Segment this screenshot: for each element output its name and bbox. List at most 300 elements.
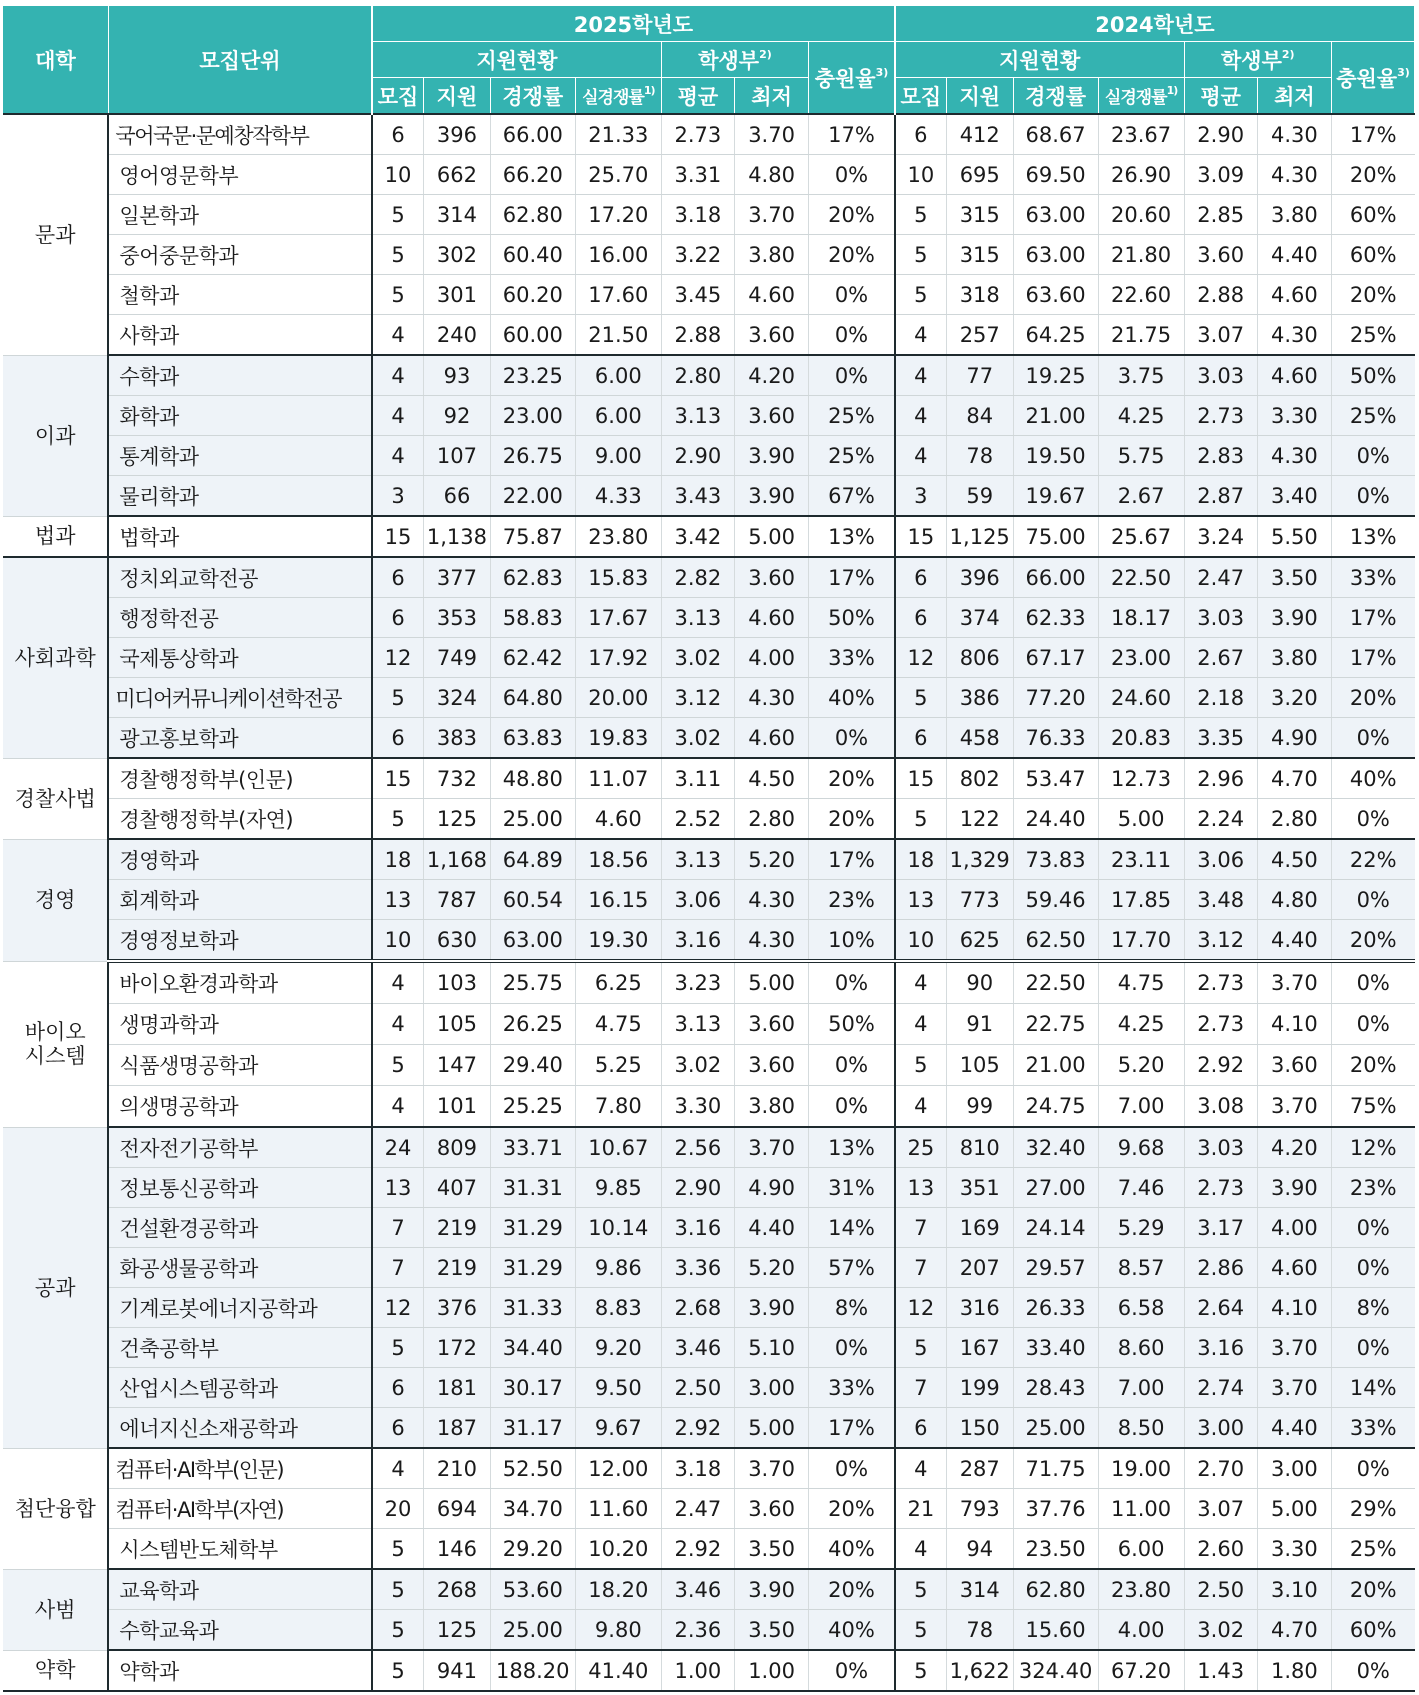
header-quota-2024: 모집 bbox=[895, 78, 947, 115]
value-cell-y2024: 7.46 bbox=[1098, 1168, 1184, 1208]
value-cell-y2025: 63.00 bbox=[490, 920, 575, 962]
value-cell-y2025: 219 bbox=[424, 1248, 491, 1288]
value-cell-y2024: 2.87 bbox=[1184, 476, 1257, 517]
table-row bbox=[3, 195, 1415, 235]
value-cell-y2025: 10.67 bbox=[575, 1127, 661, 1168]
table-row bbox=[3, 1368, 1415, 1408]
value-cell-y2025: 1.00 bbox=[734, 1650, 808, 1691]
value-cell-y2024: 4 bbox=[895, 1448, 947, 1489]
value-cell-y2024: 12% bbox=[1331, 1127, 1414, 1168]
value-cell-y2024: 63.60 bbox=[1013, 275, 1098, 315]
value-cell-y2024: 60% bbox=[1331, 195, 1414, 235]
value-cell-y2025: 52.50 bbox=[490, 1448, 575, 1489]
value-cell-y2025: 0% bbox=[809, 315, 895, 356]
value-cell-y2024: 22.50 bbox=[1098, 557, 1184, 598]
value-cell-y2025: 16.15 bbox=[575, 880, 661, 920]
value-cell-y2024: 17% bbox=[1331, 638, 1414, 678]
value-cell-y2025: 20% bbox=[809, 1489, 895, 1529]
value-cell-y2025: 4.30 bbox=[734, 678, 808, 718]
table-row bbox=[3, 1208, 1415, 1248]
value-cell-y2025: 31.29 bbox=[490, 1208, 575, 1248]
value-cell-y2024: 15 bbox=[895, 758, 947, 799]
value-cell-y2025: 3.06 bbox=[661, 880, 734, 920]
value-cell-y2025: 732 bbox=[424, 758, 491, 799]
value-cell-y2025: 53.60 bbox=[490, 1569, 575, 1610]
value-cell-y2025: 3.50 bbox=[734, 1610, 808, 1651]
header-apply-2024: 지원 bbox=[946, 78, 1013, 115]
value-cell-y2025: 60.20 bbox=[490, 275, 575, 315]
value-cell-y2024: 1,622 bbox=[946, 1650, 1013, 1691]
value-cell-y2024: 66.00 bbox=[1013, 557, 1098, 598]
college-cell: 문과 bbox=[3, 114, 108, 355]
value-cell-y2025: 4 bbox=[372, 315, 424, 356]
value-cell-y2025: 92 bbox=[424, 396, 491, 436]
value-cell-y2024: 3.35 bbox=[1184, 718, 1257, 759]
value-cell-y2024: 4.00 bbox=[1098, 1610, 1184, 1651]
value-cell-y2025: 2.88 bbox=[661, 315, 734, 356]
table-header bbox=[3, 6, 1415, 114]
value-cell-y2024: 2.47 bbox=[1184, 557, 1257, 598]
value-cell-y2025: 31.31 bbox=[490, 1168, 575, 1208]
value-cell-y2025: 5 bbox=[372, 235, 424, 275]
value-cell-y2024: 26.90 bbox=[1098, 155, 1184, 195]
value-cell-y2025: 0% bbox=[809, 961, 895, 1004]
value-cell-y2025: 9.86 bbox=[575, 1248, 661, 1288]
value-cell-y2024: 3.12 bbox=[1184, 920, 1257, 962]
value-cell-y2024: 4 bbox=[895, 1086, 947, 1128]
value-cell-y2025: 2.90 bbox=[661, 1168, 734, 1208]
value-cell-y2024: 5.75 bbox=[1098, 436, 1184, 476]
value-cell-y2025: 15.83 bbox=[575, 557, 661, 598]
value-cell-y2024: 4.25 bbox=[1098, 396, 1184, 436]
value-cell-y2025: 694 bbox=[424, 1489, 491, 1529]
value-cell-y2025: 5.25 bbox=[575, 1045, 661, 1086]
value-cell-y2024: 1.80 bbox=[1257, 1650, 1331, 1691]
value-cell-y2024: 5.00 bbox=[1098, 799, 1184, 840]
value-cell-y2025: 3.13 bbox=[661, 1004, 734, 1045]
value-cell-y2025: 4.30 bbox=[734, 880, 808, 920]
value-cell-y2024: 75.00 bbox=[1013, 516, 1098, 557]
table-row bbox=[3, 1610, 1415, 1651]
value-cell-y2025: 941 bbox=[424, 1650, 491, 1691]
value-cell-y2024: 63.00 bbox=[1013, 235, 1098, 275]
college-cell: 첨단융합 bbox=[3, 1448, 108, 1569]
value-cell-y2024: 23.50 bbox=[1013, 1529, 1098, 1570]
value-cell-y2025: 17.67 bbox=[575, 598, 661, 638]
value-cell-y2024: 4.20 bbox=[1257, 1127, 1331, 1168]
table-row bbox=[3, 678, 1415, 718]
table-row bbox=[3, 1448, 1415, 1489]
value-cell-y2024: 4.10 bbox=[1257, 1004, 1331, 1045]
value-cell-y2025: 2.50 bbox=[661, 1368, 734, 1408]
unit-cell: 화공생물공학과 bbox=[108, 1248, 372, 1288]
value-cell-y2024: 23.11 bbox=[1098, 839, 1184, 880]
value-cell-y2025: 396 bbox=[424, 114, 491, 155]
unit-cell: 컴퓨터·AI학부(인문) bbox=[108, 1448, 372, 1489]
value-cell-y2024: 3.80 bbox=[1257, 638, 1331, 678]
header-ratio-2025: 경쟁률 bbox=[490, 78, 575, 115]
table-row bbox=[3, 1529, 1415, 1570]
header-ratio-2024: 경쟁률 bbox=[1013, 78, 1098, 115]
value-cell-y2025: 6 bbox=[372, 114, 424, 155]
value-cell-y2025: 181 bbox=[424, 1368, 491, 1408]
table-row bbox=[3, 1408, 1415, 1449]
value-cell-y2024: 17.85 bbox=[1098, 880, 1184, 920]
value-cell-y2024: 78 bbox=[946, 436, 1013, 476]
value-cell-y2024: 4.70 bbox=[1257, 1610, 1331, 1651]
value-cell-y2025: 107 bbox=[424, 436, 491, 476]
value-cell-y2025: 4.00 bbox=[734, 638, 808, 678]
value-cell-y2025: 7 bbox=[372, 1248, 424, 1288]
value-cell-y2024: 59.46 bbox=[1013, 880, 1098, 920]
value-cell-y2024: 20.60 bbox=[1098, 195, 1184, 235]
value-cell-y2025: 630 bbox=[424, 920, 491, 962]
header-fill-rate-2024: 충원율$^{3)}$ bbox=[1331, 42, 1414, 115]
value-cell-y2024: 4.40 bbox=[1257, 235, 1331, 275]
value-cell-y2024: 3.17 bbox=[1184, 1208, 1257, 1248]
value-cell-y2025: 24 bbox=[372, 1127, 424, 1168]
table-row bbox=[3, 1650, 1415, 1691]
table-row bbox=[3, 598, 1415, 638]
value-cell-y2024: 0% bbox=[1331, 799, 1414, 840]
value-cell-y2024: 78 bbox=[946, 1610, 1013, 1651]
value-cell-y2024: 2.90 bbox=[1184, 114, 1257, 155]
value-cell-y2024: 3.06 bbox=[1184, 839, 1257, 880]
value-cell-y2025: 4.40 bbox=[734, 1208, 808, 1248]
header-applicants-2025: 지원현황 bbox=[372, 42, 661, 78]
unit-cell: 미디어커뮤니케이션학전공 bbox=[108, 678, 372, 718]
value-cell-y2024: 4.80 bbox=[1257, 880, 1331, 920]
value-cell-y2025: 6 bbox=[372, 1368, 424, 1408]
table-row bbox=[3, 880, 1415, 920]
value-cell-y2025: 11.07 bbox=[575, 758, 661, 799]
value-cell-y2024: 27.00 bbox=[1013, 1168, 1098, 1208]
value-cell-y2025: 4 bbox=[372, 1448, 424, 1489]
value-cell-y2024: 3.07 bbox=[1184, 1489, 1257, 1529]
value-cell-y2025: 5 bbox=[372, 678, 424, 718]
value-cell-y2025: 8.83 bbox=[575, 1288, 661, 1328]
value-cell-y2025: 19.83 bbox=[575, 718, 661, 759]
value-cell-y2025: 2.73 bbox=[661, 114, 734, 155]
value-cell-y2025: 5.20 bbox=[734, 1248, 808, 1288]
value-cell-y2024: 3.90 bbox=[1257, 1168, 1331, 1208]
table-row bbox=[3, 1045, 1415, 1086]
value-cell-y2024: 802 bbox=[946, 758, 1013, 799]
value-cell-y2024: 5 bbox=[895, 1045, 947, 1086]
value-cell-y2025: 20% bbox=[809, 1569, 895, 1610]
value-cell-y2025: 40% bbox=[809, 1610, 895, 1651]
value-cell-y2025: 67% bbox=[809, 476, 895, 517]
value-cell-y2025: 9.80 bbox=[575, 1610, 661, 1651]
value-cell-y2025: 5 bbox=[372, 1569, 424, 1610]
value-cell-y2024: 3.03 bbox=[1184, 1127, 1257, 1168]
value-cell-y2024: 3.02 bbox=[1184, 1610, 1257, 1651]
value-cell-y2024: 3.80 bbox=[1257, 195, 1331, 235]
value-cell-y2025: 3.23 bbox=[661, 961, 734, 1004]
value-cell-y2024: 207 bbox=[946, 1248, 1013, 1288]
value-cell-y2024: 4.00 bbox=[1257, 1208, 1331, 1248]
value-cell-y2024: 7.00 bbox=[1098, 1086, 1184, 1128]
value-cell-y2025: 2.52 bbox=[661, 799, 734, 840]
value-cell-y2025: 9.67 bbox=[575, 1408, 661, 1449]
value-cell-y2024: 3.00 bbox=[1257, 1448, 1331, 1489]
value-cell-y2025: 1.00 bbox=[661, 1650, 734, 1691]
unit-cell: 행정학전공 bbox=[108, 598, 372, 638]
value-cell-y2024: 22.75 bbox=[1013, 1004, 1098, 1045]
value-cell-y2024: 5 bbox=[895, 275, 947, 315]
value-cell-y2024: 18 bbox=[895, 839, 947, 880]
value-cell-y2025: 3.22 bbox=[661, 235, 734, 275]
value-cell-y2024: 2.83 bbox=[1184, 436, 1257, 476]
unit-cell: 산업시스템공학과 bbox=[108, 1368, 372, 1408]
value-cell-y2024: 2.67 bbox=[1098, 476, 1184, 517]
value-cell-y2025: 13% bbox=[809, 1127, 895, 1168]
value-cell-y2025: 6 bbox=[372, 598, 424, 638]
value-cell-y2024: 3.70 bbox=[1257, 1368, 1331, 1408]
table-row bbox=[3, 1086, 1415, 1128]
value-cell-y2025: 302 bbox=[424, 235, 491, 275]
value-cell-y2025: 9.50 bbox=[575, 1368, 661, 1408]
unit-cell: 수학교육과 bbox=[108, 1610, 372, 1651]
table-row bbox=[3, 758, 1415, 799]
value-cell-y2025: 105 bbox=[424, 1004, 491, 1045]
college-cell: 이과 bbox=[3, 355, 108, 516]
value-cell-y2024: 23.67 bbox=[1098, 114, 1184, 155]
value-cell-y2025: 8% bbox=[809, 1288, 895, 1328]
value-cell-y2024: 4.60 bbox=[1257, 355, 1331, 396]
value-cell-y2025: 0% bbox=[809, 718, 895, 759]
unit-cell: 건설환경공학과 bbox=[108, 1208, 372, 1248]
value-cell-y2025: 15 bbox=[372, 516, 424, 557]
value-cell-y2024: 5 bbox=[895, 1650, 947, 1691]
value-cell-y2024: 122 bbox=[946, 799, 1013, 840]
value-cell-y2025: 25.70 bbox=[575, 155, 661, 195]
value-cell-y2024: 5.29 bbox=[1098, 1208, 1184, 1248]
value-cell-y2025: 3.42 bbox=[661, 516, 734, 557]
value-cell-y2025: 101 bbox=[424, 1086, 491, 1128]
value-cell-y2024: 25% bbox=[1331, 315, 1414, 356]
header-real-ratio-2024: 실경쟁률$^{1)}$ bbox=[1098, 78, 1184, 115]
value-cell-y2025: 5 bbox=[372, 1650, 424, 1691]
value-cell-y2024: 76.33 bbox=[1013, 718, 1098, 759]
value-cell-y2024: 67.17 bbox=[1013, 638, 1098, 678]
value-cell-y2025: 3.60 bbox=[734, 1004, 808, 1045]
value-cell-y2024: 84 bbox=[946, 396, 1013, 436]
value-cell-y2024: 2.96 bbox=[1184, 758, 1257, 799]
value-cell-y2024: 0% bbox=[1331, 1248, 1414, 1288]
value-cell-y2024: 4.40 bbox=[1257, 1408, 1331, 1449]
value-cell-y2025: 10 bbox=[372, 155, 424, 195]
table-row bbox=[3, 638, 1415, 678]
header-fill-rate-2025: 충원율$^{3)}$ bbox=[809, 42, 895, 115]
value-cell-y2025: 3.60 bbox=[734, 557, 808, 598]
value-cell-y2024: 19.50 bbox=[1013, 436, 1098, 476]
value-cell-y2025: 33% bbox=[809, 1368, 895, 1408]
table-row bbox=[3, 155, 1415, 195]
value-cell-y2024: 17.70 bbox=[1098, 920, 1184, 962]
value-cell-y2025: 40% bbox=[809, 1529, 895, 1570]
value-cell-y2025: 4.80 bbox=[734, 155, 808, 195]
value-cell-y2024: 5 bbox=[895, 799, 947, 840]
value-cell-y2024: 5.00 bbox=[1257, 1489, 1331, 1529]
value-cell-y2024: 90 bbox=[946, 961, 1013, 1004]
value-cell-y2024: 0% bbox=[1331, 1650, 1414, 1691]
value-cell-y2025: 6.25 bbox=[575, 961, 661, 1004]
value-cell-y2024: 19.00 bbox=[1098, 1448, 1184, 1489]
value-cell-y2025: 2.92 bbox=[661, 1529, 734, 1570]
value-cell-y2025: 60.00 bbox=[490, 315, 575, 356]
value-cell-y2025: 17.60 bbox=[575, 275, 661, 315]
value-cell-y2025: 301 bbox=[424, 275, 491, 315]
value-cell-y2024: 3.10 bbox=[1257, 1569, 1331, 1610]
value-cell-y2024: 20% bbox=[1331, 678, 1414, 718]
value-cell-y2024: 167 bbox=[946, 1328, 1013, 1368]
value-cell-y2024: 5.50 bbox=[1257, 516, 1331, 557]
value-cell-y2024: 20% bbox=[1331, 1569, 1414, 1610]
value-cell-y2024: 18.17 bbox=[1098, 598, 1184, 638]
value-cell-y2024: 21.80 bbox=[1098, 235, 1184, 275]
value-cell-y2024: 40% bbox=[1331, 758, 1414, 799]
value-cell-y2025: 5 bbox=[372, 275, 424, 315]
value-cell-y2024: 0% bbox=[1331, 1448, 1414, 1489]
value-cell-y2024: 2.67 bbox=[1184, 638, 1257, 678]
value-cell-y2024: 29.57 bbox=[1013, 1248, 1098, 1288]
value-cell-y2025: 147 bbox=[424, 1045, 491, 1086]
value-cell-y2025: 2.82 bbox=[661, 557, 734, 598]
table-row bbox=[3, 1168, 1415, 1208]
unit-cell: 기계로봇에너지공학과 bbox=[108, 1288, 372, 1328]
value-cell-y2024: 4.60 bbox=[1257, 275, 1331, 315]
value-cell-y2024: 315 bbox=[946, 195, 1013, 235]
value-cell-y2024: 6 bbox=[895, 1408, 947, 1449]
value-cell-y2024: 5 bbox=[895, 1569, 947, 1610]
value-cell-y2025: 23.00 bbox=[490, 396, 575, 436]
value-cell-y2025: 64.89 bbox=[490, 839, 575, 880]
value-cell-y2025: 34.70 bbox=[490, 1489, 575, 1529]
value-cell-y2024: 3 bbox=[895, 476, 947, 517]
value-cell-y2025: 5 bbox=[372, 1529, 424, 1570]
value-cell-y2024: 14% bbox=[1331, 1368, 1414, 1408]
value-cell-y2025: 17% bbox=[809, 114, 895, 155]
value-cell-y2025: 17.20 bbox=[575, 195, 661, 235]
value-cell-y2025: 3.90 bbox=[734, 1569, 808, 1610]
value-cell-y2025: 314 bbox=[424, 195, 491, 235]
table-row bbox=[3, 396, 1415, 436]
value-cell-y2024: 25.00 bbox=[1013, 1408, 1098, 1449]
value-cell-y2024: 386 bbox=[946, 678, 1013, 718]
value-cell-y2025: 3.50 bbox=[734, 1529, 808, 1570]
value-cell-y2024: 22.60 bbox=[1098, 275, 1184, 315]
value-cell-y2024: 4 bbox=[895, 315, 947, 356]
header-avg-2024: 평균 bbox=[1184, 78, 1257, 115]
value-cell-y2025: 19.30 bbox=[575, 920, 661, 962]
value-cell-y2024: 5 bbox=[895, 1328, 947, 1368]
value-cell-y2025: 3.13 bbox=[661, 598, 734, 638]
header-min-2025: 최저 bbox=[734, 78, 808, 115]
value-cell-y2024: 315 bbox=[946, 235, 1013, 275]
value-cell-y2025: 30.17 bbox=[490, 1368, 575, 1408]
value-cell-y2025: 25.25 bbox=[490, 1086, 575, 1128]
value-cell-y2025: 11.60 bbox=[575, 1489, 661, 1529]
value-cell-y2024: 793 bbox=[946, 1489, 1013, 1529]
value-cell-y2025: 353 bbox=[424, 598, 491, 638]
unit-cell: 통계학과 bbox=[108, 436, 372, 476]
value-cell-y2025: 33.71 bbox=[490, 1127, 575, 1168]
value-cell-y2025: 15 bbox=[372, 758, 424, 799]
value-cell-y2025: 6.00 bbox=[575, 396, 661, 436]
value-cell-y2024: 4 bbox=[895, 1004, 947, 1045]
value-cell-y2024: 23.00 bbox=[1098, 638, 1184, 678]
value-cell-y2025: 4 bbox=[372, 396, 424, 436]
value-cell-y2024: 2.74 bbox=[1184, 1368, 1257, 1408]
value-cell-y2025: 9.00 bbox=[575, 436, 661, 476]
value-cell-y2025: 12.00 bbox=[575, 1448, 661, 1489]
value-cell-y2025: 3.70 bbox=[734, 195, 808, 235]
value-cell-y2024: 20% bbox=[1331, 275, 1414, 315]
value-cell-y2024: 5 bbox=[895, 1610, 947, 1651]
value-cell-y2024: 24.40 bbox=[1013, 799, 1098, 840]
value-cell-y2025: 4.90 bbox=[734, 1168, 808, 1208]
value-cell-y2025: 5.00 bbox=[734, 516, 808, 557]
value-cell-y2024: 806 bbox=[946, 638, 1013, 678]
value-cell-y2024: 3.30 bbox=[1257, 396, 1331, 436]
value-cell-y2025: 50% bbox=[809, 598, 895, 638]
value-cell-y2025: 10% bbox=[809, 920, 895, 962]
value-cell-y2024: 3.20 bbox=[1257, 678, 1331, 718]
value-cell-y2025: 3.60 bbox=[734, 396, 808, 436]
value-cell-y2025: 146 bbox=[424, 1529, 491, 1570]
value-cell-y2025: 3.13 bbox=[661, 396, 734, 436]
value-cell-y2024: 21.75 bbox=[1098, 315, 1184, 356]
value-cell-y2025: 26.75 bbox=[490, 436, 575, 476]
value-cell-y2024: 4 bbox=[895, 396, 947, 436]
college-cell: 경찰사법 bbox=[3, 758, 108, 839]
value-cell-y2025: 5.00 bbox=[734, 961, 808, 1004]
unit-cell: 식품생명공학과 bbox=[108, 1045, 372, 1086]
unit-cell: 에너지신소재공학과 bbox=[108, 1408, 372, 1449]
value-cell-y2025: 4.20 bbox=[734, 355, 808, 396]
value-cell-y2025: 25.00 bbox=[490, 799, 575, 840]
unit-cell: 약학과 bbox=[108, 1650, 372, 1691]
value-cell-y2025: 219 bbox=[424, 1208, 491, 1248]
unit-cell: 물리학과 bbox=[108, 476, 372, 517]
value-cell-y2024: 4.30 bbox=[1257, 114, 1331, 155]
value-cell-y2024: 4.30 bbox=[1257, 436, 1331, 476]
value-cell-y2024: 105 bbox=[946, 1045, 1013, 1086]
value-cell-y2024: 150 bbox=[946, 1408, 1013, 1449]
value-cell-y2024: 3.24 bbox=[1184, 516, 1257, 557]
table-row bbox=[3, 476, 1415, 517]
header-min-2024: 최저 bbox=[1257, 78, 1331, 115]
unit-cell: 전자전기공학부 bbox=[108, 1127, 372, 1168]
value-cell-y2024: 3.70 bbox=[1257, 1086, 1331, 1128]
value-cell-y2024: 62.80 bbox=[1013, 1569, 1098, 1610]
value-cell-y2024: 4.75 bbox=[1098, 961, 1184, 1004]
value-cell-y2024: 10 bbox=[895, 155, 947, 195]
value-cell-y2024: 33% bbox=[1331, 557, 1414, 598]
value-cell-y2024: 28.43 bbox=[1013, 1368, 1098, 1408]
value-cell-y2025: 48.80 bbox=[490, 758, 575, 799]
table-row bbox=[3, 718, 1415, 759]
value-cell-y2024: 12.73 bbox=[1098, 758, 1184, 799]
value-cell-y2025: 12 bbox=[372, 1288, 424, 1328]
value-cell-y2024: 12 bbox=[895, 638, 947, 678]
value-cell-y2024: 3.08 bbox=[1184, 1086, 1257, 1128]
college-cell: 경영 bbox=[3, 839, 108, 961]
value-cell-y2025: 6 bbox=[372, 557, 424, 598]
value-cell-y2024: 6 bbox=[895, 114, 947, 155]
value-cell-y2025: 3.13 bbox=[661, 839, 734, 880]
